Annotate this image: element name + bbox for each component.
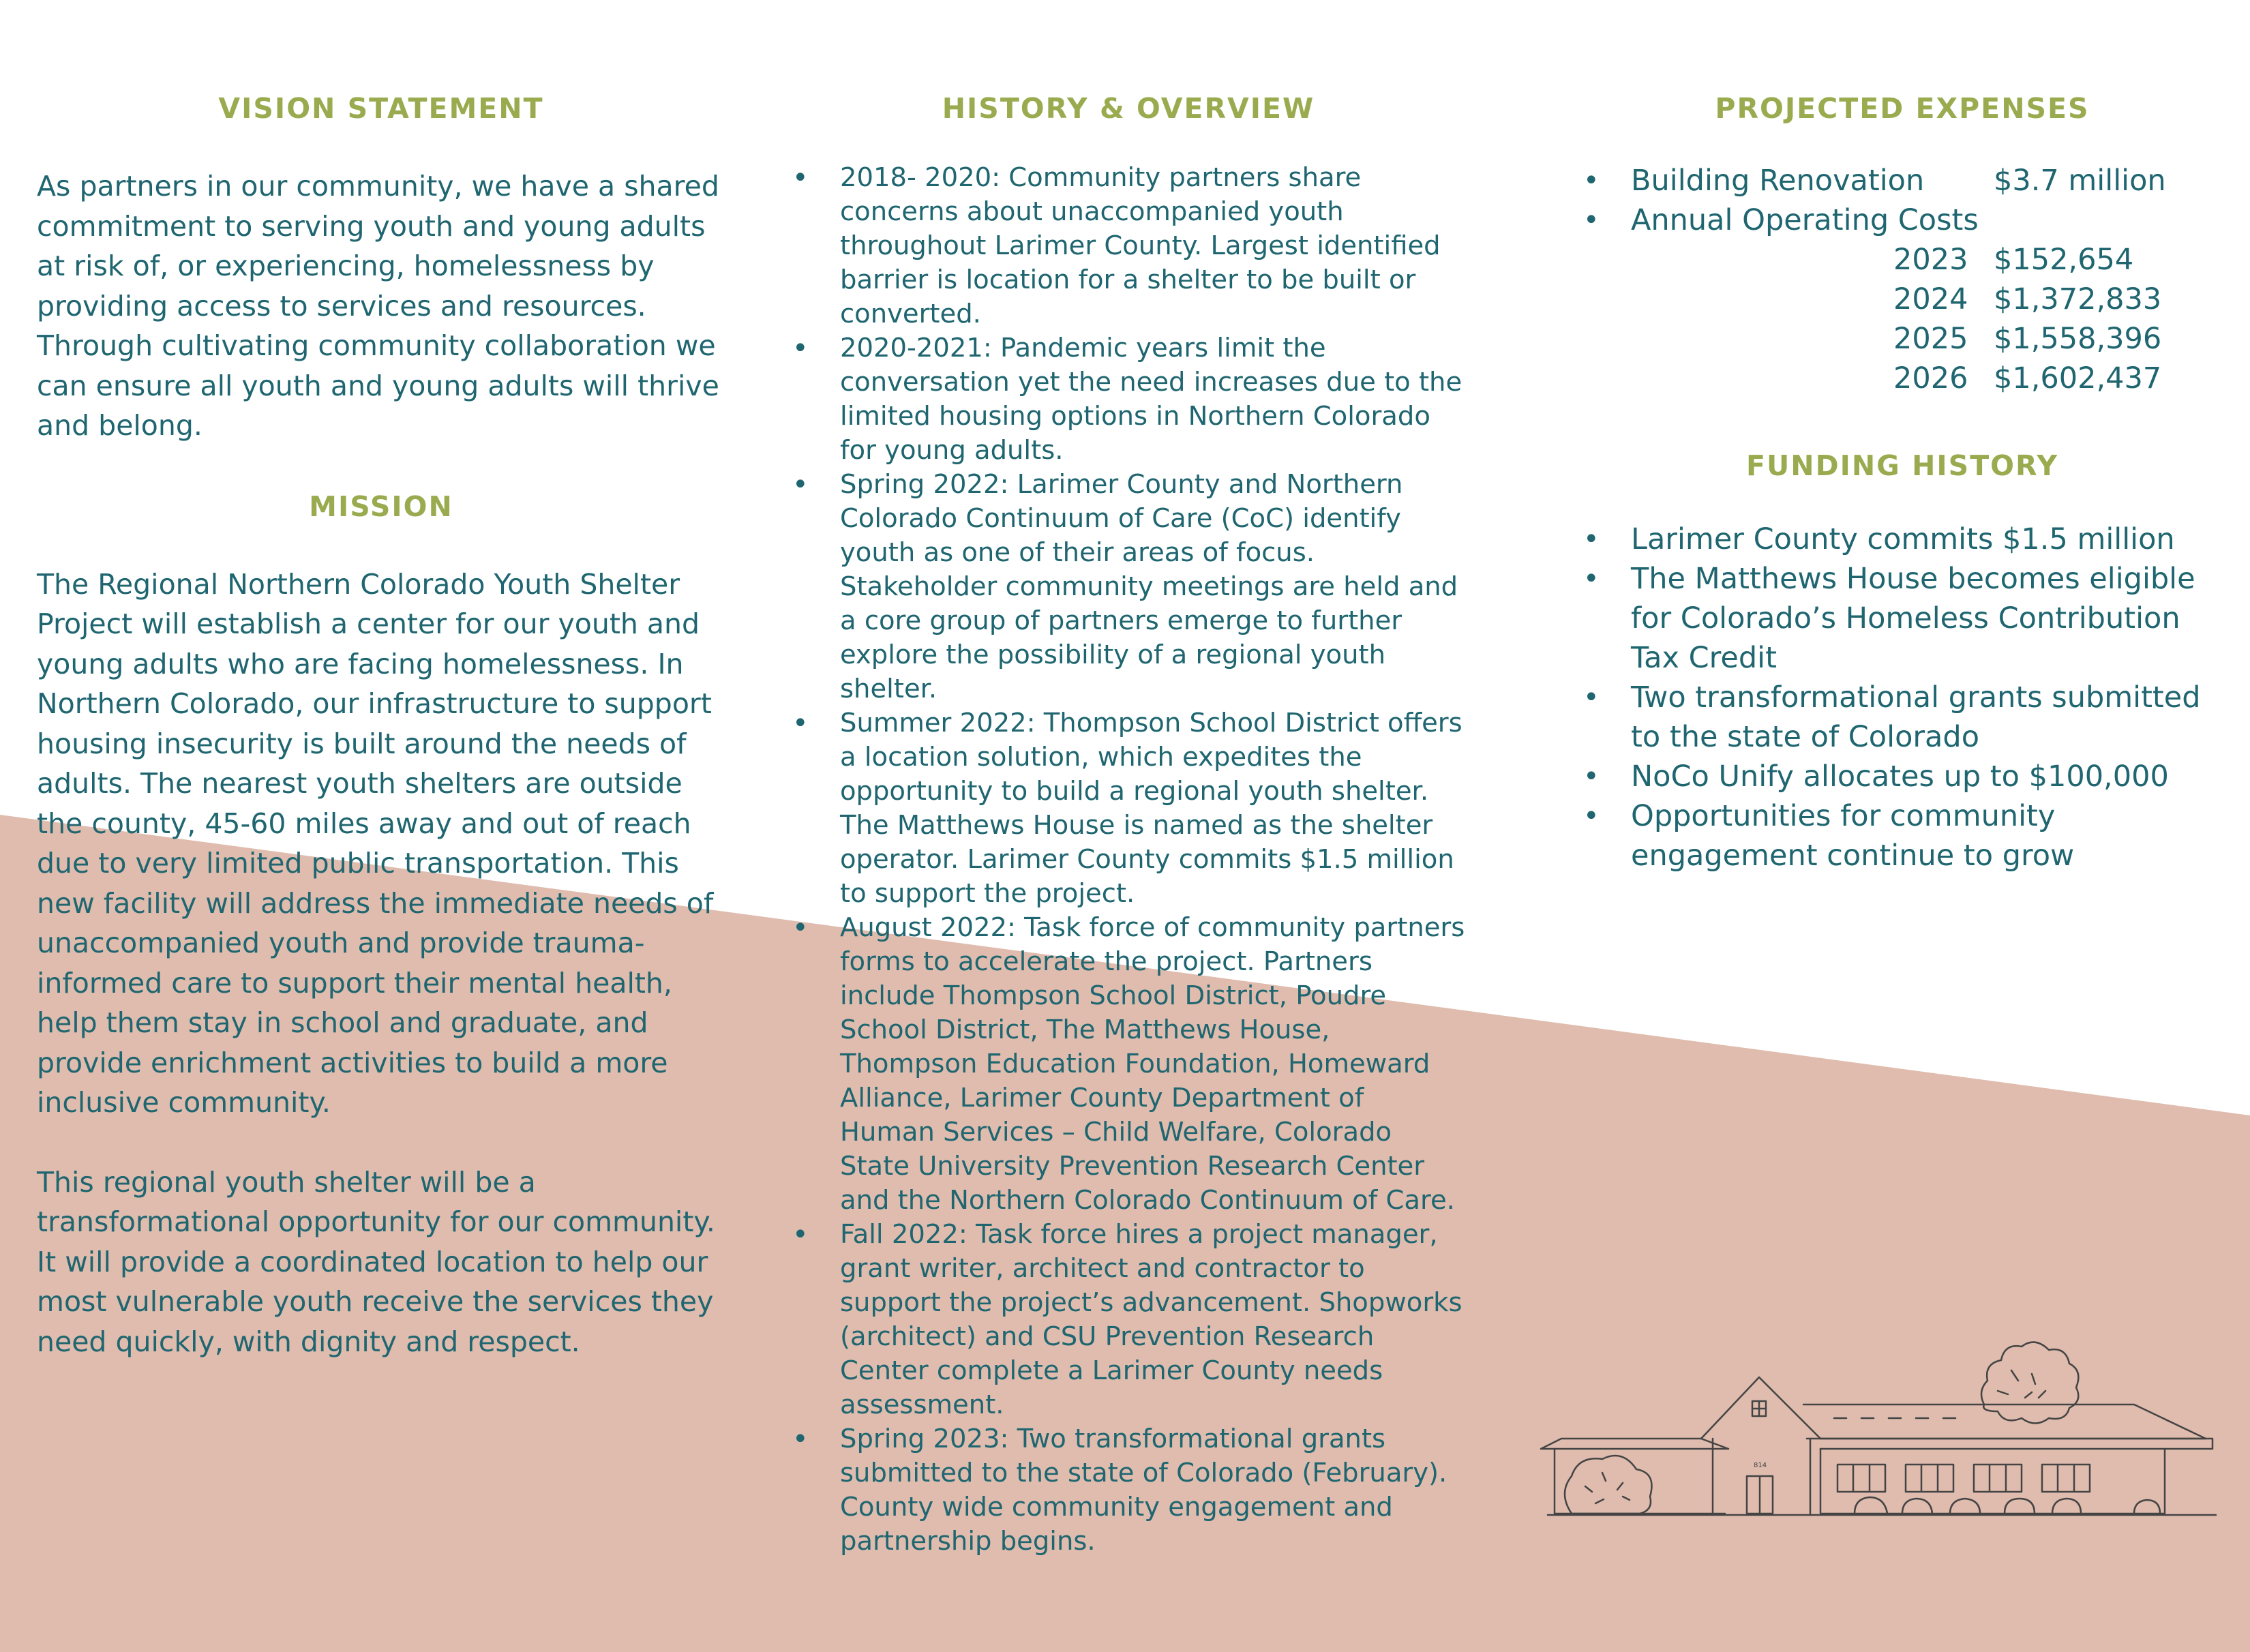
expense-operating <box>1582 200 2223 240</box>
funding-heading: FUNDING HISTORY <box>1745 449 2059 482</box>
expenses-heading: PROJECTED EXPENSES <box>1715 92 2090 125</box>
cost-year: 2024 <box>1893 282 1968 316</box>
cost-year-row <box>1582 359 2223 398</box>
cost-year: 2025 <box>1893 322 1968 356</box>
vision-text: As partners in our community, we have a shared commitment to serving youth and young adults at risk of, or experiencing, homelessness by providing access to services and resources. Through cultivating community collaboration we can ensure all youth and young adults will thrive and belong. <box>37 170 719 442</box>
bullet-icon: • <box>1583 165 1600 196</box>
house-number: 814 <box>1754 1462 1767 1469</box>
right-column <box>1582 89 2223 875</box>
funding-list <box>1582 520 2223 875</box>
bullet-icon: • <box>1583 563 1600 595</box>
bullet-icon: • <box>1583 205 1600 236</box>
funding-item-text: Two transformational grants submitted to the state of Colorado <box>1631 680 2201 754</box>
history-item <box>791 331 1466 468</box>
cost-amount: $1,602,437 <box>1994 361 2162 395</box>
cost-year-row <box>1582 280 2223 319</box>
cost-year: 2023 <box>1893 243 1968 277</box>
mission-heading: MISSION <box>309 490 453 523</box>
bullet-icon: • <box>792 469 809 500</box>
bullet-icon: • <box>1583 682 1600 713</box>
expense-operating-label: Annual Operating Costs <box>1631 203 1979 237</box>
middle-column <box>791 89 1466 1559</box>
history-item <box>791 1218 1466 1422</box>
expense-building-label: Building Renovation <box>1631 164 1925 198</box>
bullet-icon: • <box>1583 524 1600 555</box>
bullet-icon: • <box>792 162 809 194</box>
history-item-text: Spring 2022: Larimer County and Northern Colorado Continuum of Care (CoC) identify youth as one of their areas of focus. Stakeholder community meetings are held and a core group of partners emerge to further explore the possibility of a regional youth shelter. <box>840 469 1458 704</box>
expense-building-amount: $3.7 million <box>1994 164 2166 198</box>
bullet-icon: • <box>1583 761 1600 792</box>
expenses-list <box>1582 161 2223 240</box>
expense-building <box>1582 161 2223 200</box>
funding-item <box>1582 796 2223 875</box>
history-item-text: Fall 2022: Task force hires a project manager, grant writer, architect and contractor to support the project’s advancement. Shopworks (architect) and CSU Prevention Research Center complete a Larimer County needs assessment. <box>840 1219 1462 1420</box>
bullet-icon: • <box>792 708 809 739</box>
bullet-icon: • <box>792 1424 809 1455</box>
house-sketch-icon <box>1534 1309 2223 1527</box>
bullet-icon: • <box>1583 800 1600 832</box>
funding-item <box>1582 678 2223 757</box>
bullet-icon: • <box>792 1219 809 1250</box>
cost-amount: $152,654 <box>1994 243 2134 277</box>
funding-item-text: The Matthews House becomes eligible for Colorado’s Homeless Contribution Tax Credit <box>1631 562 2195 675</box>
operating-costs-by-year <box>1582 240 2223 398</box>
history-item <box>791 468 1466 706</box>
history-list <box>791 161 1466 1559</box>
funding-item <box>1582 520 2223 559</box>
funding-item <box>1582 757 2223 796</box>
history-item-text: 2020-2021: Pandemic years limit the conversation yet the need increases due to the limited housing options in Northern Colorado for young adults. <box>840 333 1462 466</box>
funding-item-text: Opportunities for community engagement continue to grow <box>1631 799 2075 873</box>
history-heading: HISTORY & OVERVIEW <box>942 92 1315 125</box>
bullet-icon: • <box>792 333 809 364</box>
cost-amount: $1,558,396 <box>1994 322 2162 356</box>
mission-text: The Regional Northern Colorado Youth Shelter Project will establish a center for our youth and young adults who are facing homelessness. In Northern Colorado, our infrastructure to support housing insecurity is built around the needs of adults. The nearest youth shelters are outside the county, 45-60 miles away and out of reach due to very limited public transportation. This new facility will address the immediate needs of unaccompanied youth and provide trauma-informed care to support their mental health, help them stay in school and graduate, and provide enrichment activities to build a more inclusive community. <box>37 567 714 1119</box>
history-item <box>791 706 1466 911</box>
funding-item <box>1582 559 2223 678</box>
cost-year-row <box>1582 240 2223 280</box>
history-item-text: 2018- 2020: Community partners share concerns about unaccompanied youth throughout Larimer County. Largest identified barrier is location for a shelter to be built or converted. <box>840 162 1441 329</box>
history-item <box>791 911 1466 1218</box>
cost-year: 2026 <box>1893 361 1968 395</box>
mission-text-closing: This regional youth shelter will be a transformational opportunity for our community. It will provide a coordinated location to help our most vulnerable youth receive the services they need quickly, with dignity and respect. <box>37 1165 715 1358</box>
history-item <box>791 1422 1466 1559</box>
cost-year-row <box>1582 319 2223 359</box>
history-item-text: Summer 2022: Thompson School District offers a location solution, which expedites the opportunity to build a regional youth shelter. The Matthews House is named as the shelter operator. Larimer County commits $1.5 million to support the project. <box>840 708 1462 909</box>
bullet-icon: • <box>792 912 809 944</box>
left-column <box>37 89 725 1362</box>
history-item-text: August 2022: Task force of community partners forms to accelerate the project. Partners include Thompson School District, Poudre School District, The Matthews House, Thompson Education Foundation, Homeward Alliance, Larimer County Department of Human Services – Child Welfare, Colorado State University Prevention Research Center and the Northern Colorado Continuum of Care. <box>840 912 1465 1216</box>
cost-amount: $1,372,833 <box>1994 282 2162 316</box>
vision-heading: VISION STATEMENT <box>218 92 544 125</box>
history-item-text: Spring 2023: Two transformational grants submitted to the state of Colorado (February). County wide community engagement and partnership begins. <box>840 1424 1448 1557</box>
funding-item-text: Larimer County commits $1.5 million <box>1631 522 2175 556</box>
history-item <box>791 161 1466 331</box>
funding-item-text: NoCo Unify allocates up to $100,000 <box>1631 760 2169 794</box>
